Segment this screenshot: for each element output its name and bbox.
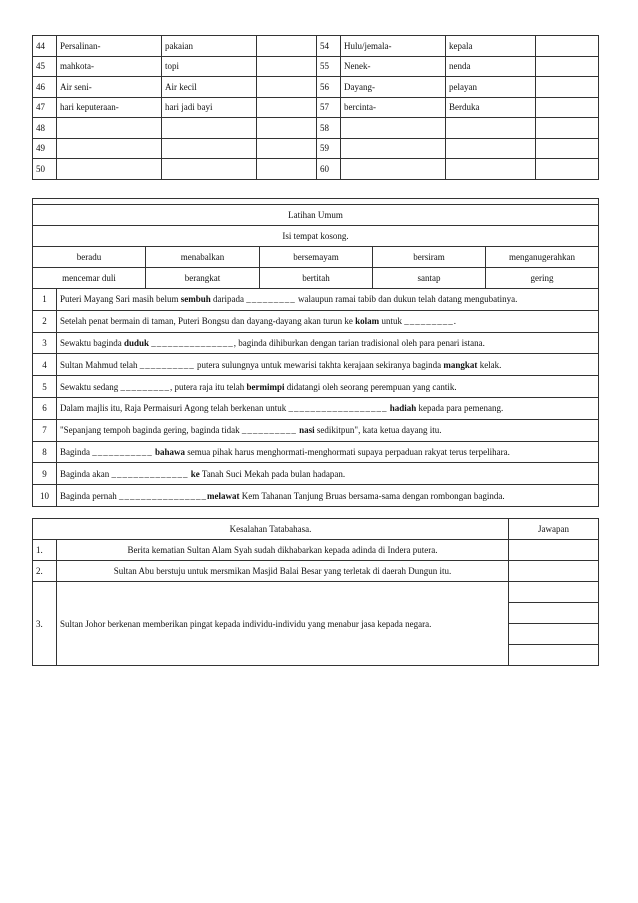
vocab-word	[57, 138, 162, 159]
question-text-part: kepada para pemenang.	[416, 403, 504, 414]
question-text-part: "Sepanjang tempoh baginda gering, baginda tidak	[60, 425, 242, 436]
word-bank-item: bersemayam	[260, 247, 373, 268]
question-text-part: untuk	[379, 316, 405, 327]
vocab-meaning	[162, 118, 257, 139]
vocab-extra-cell[interactable]	[257, 118, 317, 139]
vocab-meaning	[446, 159, 536, 180]
vocab-meaning: hari jadi bayi	[162, 97, 257, 118]
answer-blank[interactable]: ________________	[118, 490, 207, 501]
grammar-sentence: Sultan Johor berkenan memberikan pingat kepada individu-individu yang menabur jasa kepada negara.	[57, 582, 509, 666]
question-keyword: kolam	[355, 316, 380, 327]
answer-blank[interactable]: _________	[246, 294, 296, 305]
question-text	[57, 397, 599, 419]
question-text-part: , baginda dihiburkan dengan tarian tradisional oleh para penari istana.	[233, 337, 485, 348]
grammar-sentence: Berita kematian Sultan Alam Syah sudah dikhabarkan kepada adinda di Indera putera.	[57, 540, 509, 561]
answer-cell[interactable]	[509, 645, 599, 666]
vocab-number: 48	[33, 118, 57, 139]
word-bank-item: mencemar duli	[33, 268, 146, 289]
word-bank-item: bertitah	[260, 268, 373, 289]
vocab-extra-cell[interactable]	[257, 36, 317, 57]
question-text-part: Puteri Mayang Sari masih belum	[60, 294, 181, 305]
question-text-part: putera sulungnya untuk mewarisi takhta kerajaan sekiranya baginda	[194, 359, 444, 370]
question-text	[57, 463, 599, 485]
vocab-word	[341, 118, 446, 139]
grammar-number: 3.	[33, 582, 57, 666]
vocab-meaning: pelayan	[446, 77, 536, 98]
vocab-number: 54	[317, 36, 341, 57]
word-bank-item: gering	[486, 268, 599, 289]
question-number: 3	[33, 332, 57, 354]
answer-blank[interactable]: _________	[404, 316, 454, 327]
grammar-row	[33, 540, 599, 561]
word-bank-item: berangkat	[146, 268, 260, 289]
question-text	[57, 332, 599, 354]
vocab-word: mahkota-	[57, 56, 162, 77]
vocab-extra-cell[interactable]	[257, 97, 317, 118]
question-text-part: Baginda	[60, 446, 93, 457]
question-row	[33, 485, 599, 507]
vocab-meaning	[446, 138, 536, 159]
vocab-meaning: topi	[162, 56, 257, 77]
vocab-extra-cell[interactable]	[257, 77, 317, 98]
question-keyword: bahawa	[155, 446, 186, 457]
vocab-word: Dayang-	[341, 77, 446, 98]
question-row	[33, 310, 599, 332]
question-text-part: semua pihak harus menghormati-menghormati supaya perpaduan rakyat terus terpelihara.	[185, 446, 510, 457]
vocab-meaning: Air kecil	[162, 77, 257, 98]
question-row	[33, 397, 599, 419]
question-text-part: Kem Tahanan Tanjung Bruas bersama-sama dengan rombongan baginda.	[239, 490, 505, 501]
vocab-meaning	[446, 118, 536, 139]
vocab-meaning: kepala	[446, 36, 536, 57]
question-text	[57, 376, 599, 398]
question-text-part: Baginda pernah	[60, 490, 119, 501]
question-text	[57, 485, 599, 507]
question-text-part: walaupun ramai tabib dan dukun telah datang mengubatinya.	[295, 294, 518, 305]
vocab-word	[341, 138, 446, 159]
vocab-number: 55	[317, 56, 341, 77]
vocab-word: Hulu/jemala-	[341, 36, 446, 57]
question-keyword: ke	[190, 468, 200, 479]
question-text-part: Baginda akan	[60, 468, 112, 479]
question-keyword: sembuh	[180, 294, 211, 305]
answer-cell[interactable]	[509, 540, 599, 561]
question-text-part: kelak.	[477, 359, 502, 370]
exercise-instruction: Isi tempat kosong.	[33, 226, 599, 247]
question-number: 5	[33, 376, 57, 398]
question-keyword: hadiah	[389, 403, 417, 414]
vocab-word	[57, 159, 162, 180]
vocab-row	[33, 118, 599, 139]
question-row	[33, 354, 599, 376]
word-bank-item: bersiram	[373, 247, 486, 268]
question-keyword: duduk	[123, 337, 150, 348]
question-text-part: Sewaktu baginda	[60, 337, 124, 348]
answer-cell[interactable]	[509, 561, 599, 582]
vocab-word: bercinta-	[341, 97, 446, 118]
question-text-part: Dalam majlis itu, Raja Permaisuri Agong telah berkenan untuk	[60, 403, 289, 414]
answer-blank[interactable]: _________	[120, 381, 170, 392]
vocab-number: 46	[33, 77, 57, 98]
question-number: 9	[33, 463, 57, 485]
answer-blank[interactable]: ______________	[111, 468, 189, 479]
vocab-meaning: nenda	[446, 56, 536, 77]
question-keyword: mangkat	[443, 359, 478, 370]
answer-cell[interactable]	[509, 624, 599, 645]
question-text-part: Sewaktu sedang	[60, 381, 121, 392]
vocab-extra-cell[interactable]	[257, 159, 317, 180]
question-row	[33, 441, 599, 463]
vocab-number: 57	[317, 97, 341, 118]
vocab-word: Persalinan-	[57, 36, 162, 57]
vocab-number: 60	[317, 159, 341, 180]
question-text-part: Tanah Suci Mekah pada bulan hadapan.	[199, 468, 346, 479]
word-bank-item: beradu	[33, 247, 146, 268]
question-number: 10	[33, 485, 57, 507]
vocab-word: Nenek-	[341, 56, 446, 77]
vocab-number: 49	[33, 138, 57, 159]
vocab-word	[57, 118, 162, 139]
vocab-meaning: pakaian	[162, 36, 257, 57]
question-keyword: nasi	[299, 425, 315, 436]
question-row	[33, 419, 599, 441]
grammar-title: Kesalahan Tatabahasa.	[33, 519, 509, 540]
grammar-table	[32, 518, 599, 666]
grammar-sentence: Sultan Abu berstuju untuk mersmikan Masjid Balai Besar yang terletak di daerah Dungun itu.	[57, 561, 509, 582]
answer-cell[interactable]	[509, 582, 599, 603]
word-bank-item: menabalkan	[146, 247, 260, 268]
question-row	[33, 289, 599, 311]
grammar-row	[33, 561, 599, 582]
question-row	[33, 376, 599, 398]
question-row	[33, 332, 599, 354]
question-text-part: Setelah penat bermain di taman, Puteri Bongsu dan dayang-dayang akan turun ke	[60, 316, 356, 327]
vocabulary-table	[32, 35, 599, 180]
vocab-number: 59	[317, 138, 341, 159]
question-keyword: melawat	[206, 490, 240, 501]
vocab-meaning	[162, 138, 257, 159]
question-text-part: .	[453, 316, 456, 327]
vocab-extra-cell[interactable]	[257, 56, 317, 77]
question-text	[57, 310, 599, 332]
vocab-extra-cell[interactable]	[536, 138, 599, 159]
question-text-part: , putera raja itu telah	[170, 381, 247, 392]
question-text	[57, 289, 599, 311]
answer-cell[interactable]	[509, 603, 599, 624]
answer-blank[interactable]: __________________	[288, 403, 388, 414]
vocab-extra-cell[interactable]	[536, 97, 599, 118]
vocab-number: 56	[317, 77, 341, 98]
grammar-number: 1.	[33, 540, 57, 561]
vocab-extra-cell[interactable]	[257, 138, 317, 159]
answer-blank[interactable]: __________	[241, 425, 297, 436]
vocab-number: 58	[317, 118, 341, 139]
vocab-row	[33, 56, 599, 77]
vocab-word: hari keputeraan-	[57, 97, 162, 118]
exercise-title: Latihan Umum	[33, 205, 599, 226]
word-bank-row-2	[33, 268, 599, 289]
question-text	[57, 441, 599, 463]
vocab-extra-cell[interactable]	[536, 118, 599, 139]
question-text	[57, 419, 599, 441]
question-text	[57, 354, 599, 376]
vocab-word	[341, 159, 446, 180]
question-text-part: sedikitpun", kata ketua dayang itu.	[314, 425, 442, 436]
word-bank-item: menganugerahkan	[486, 247, 599, 268]
question-number: 2	[33, 310, 57, 332]
vocab-meaning: Berduka	[446, 97, 536, 118]
question-text-part: Sultan Mahmud telah	[60, 359, 140, 370]
vocab-number: 44	[33, 36, 57, 57]
vocab-row	[33, 77, 599, 98]
vocab-extra-cell[interactable]	[536, 56, 599, 77]
grammar-row	[33, 582, 599, 603]
word-bank-row-1	[33, 247, 599, 268]
question-number: 6	[33, 397, 57, 419]
vocab-word: Air seni-	[57, 77, 162, 98]
vocab-extra-cell[interactable]	[536, 77, 599, 98]
question-number: 8	[33, 441, 57, 463]
grammar-number: 2.	[33, 561, 57, 582]
answer-blank[interactable]: __________	[139, 359, 195, 370]
exercise-table	[32, 198, 599, 507]
vocab-row	[33, 36, 599, 57]
vocab-row	[33, 159, 599, 180]
question-row	[33, 463, 599, 485]
answer-header: Jawapan	[509, 519, 599, 540]
vocab-row	[33, 97, 599, 118]
vocab-number: 45	[33, 56, 57, 77]
question-keyword: bermimpi	[246, 381, 285, 392]
answer-blank[interactable]: _______________	[151, 337, 234, 348]
vocab-number: 50	[33, 159, 57, 180]
vocab-meaning	[162, 159, 257, 180]
vocab-extra-cell[interactable]	[536, 159, 599, 180]
question-number: 1	[33, 289, 57, 311]
vocab-row	[33, 138, 599, 159]
question-number: 7	[33, 419, 57, 441]
vocab-extra-cell[interactable]	[536, 36, 599, 57]
question-number: 4	[33, 354, 57, 376]
word-bank-item: santap	[373, 268, 486, 289]
question-text-part: didatangi oleh seorang perempuan yang cantik.	[284, 381, 457, 392]
question-text-part: daripada	[210, 294, 247, 305]
answer-blank[interactable]: ___________	[92, 446, 153, 457]
vocab-number: 47	[33, 97, 57, 118]
